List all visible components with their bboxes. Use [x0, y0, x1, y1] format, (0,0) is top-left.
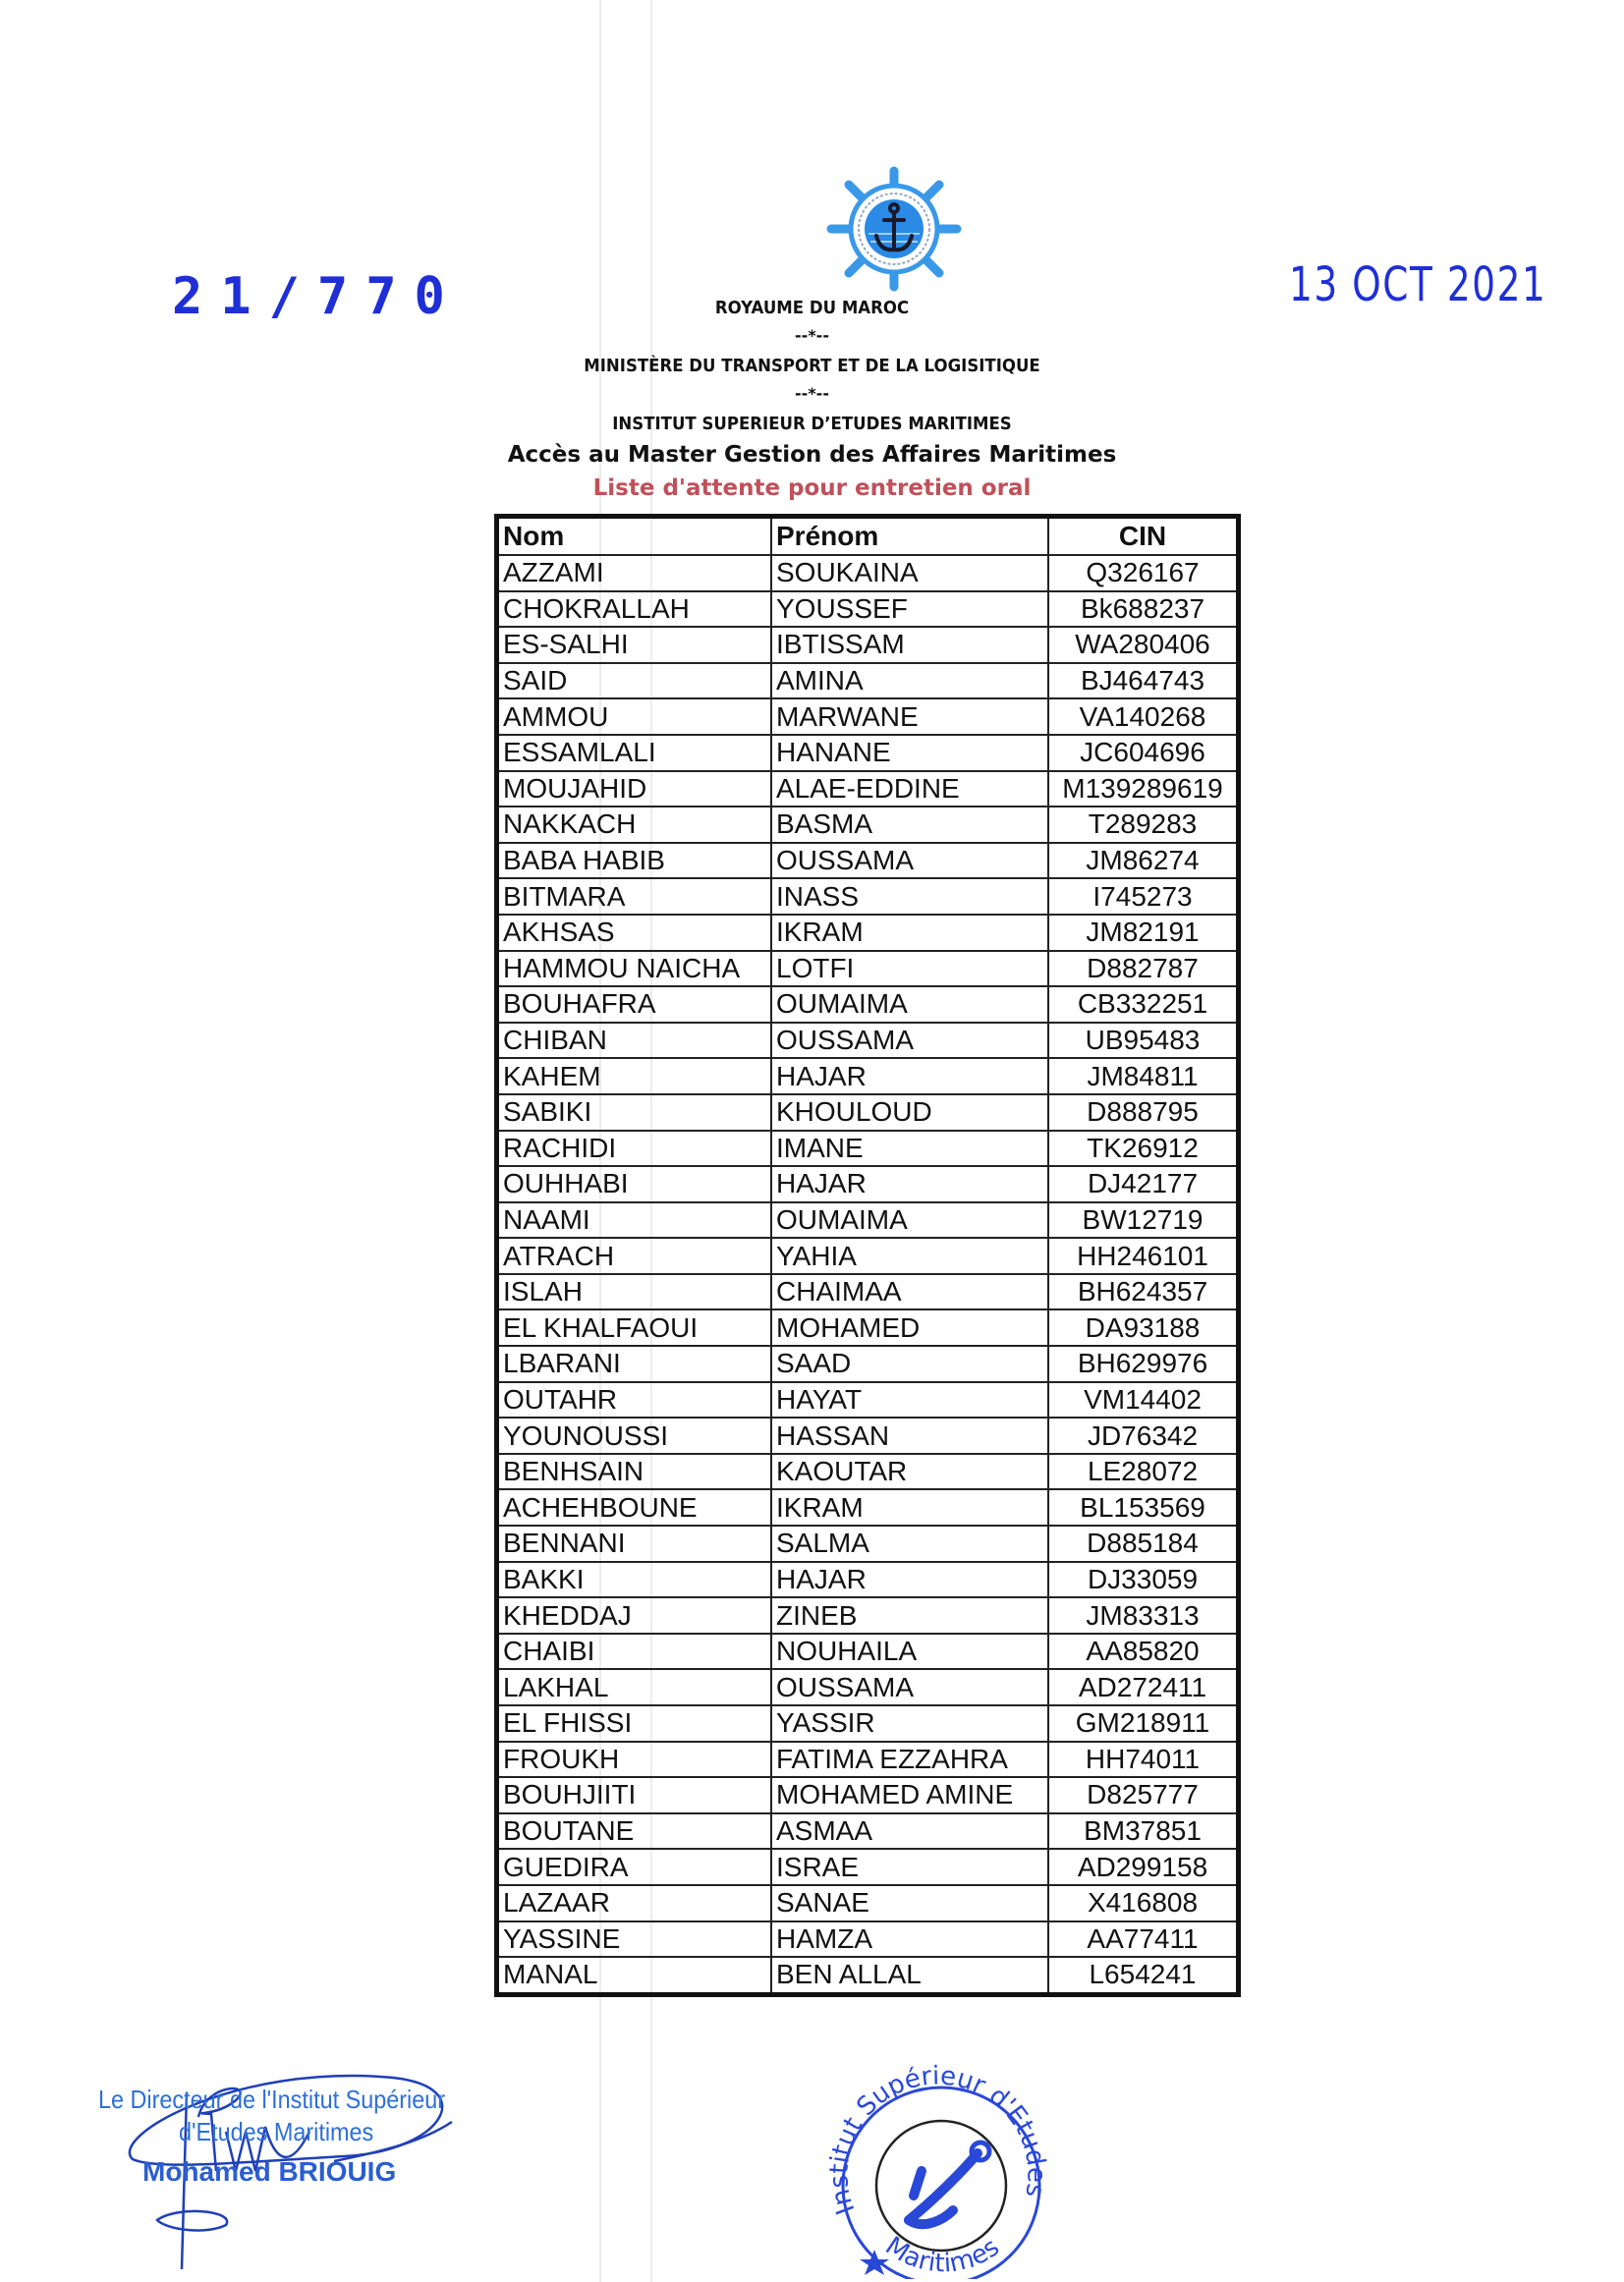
cell-prenom: INASS — [771, 878, 1048, 915]
cell-prenom: OUSSAMA — [771, 1023, 1048, 1059]
cell-cin: Q326167 — [1048, 555, 1239, 591]
cell-prenom: IBTISSAM — [771, 627, 1048, 663]
cell-nom: YASSINE — [497, 1921, 772, 1958]
cell-prenom: OUSSAMA — [771, 843, 1048, 879]
cell-nom: BAKKI — [497, 1562, 772, 1598]
cell-nom: ISLAH — [497, 1274, 772, 1310]
cell-prenom: ZINEB — [771, 1597, 1048, 1634]
institute-seal-stamp — [815, 2063, 1061, 2279]
cell-cin: BL153569 — [1048, 1489, 1239, 1526]
cell-cin: HH74011 — [1048, 1742, 1239, 1778]
cell-prenom: HAJAR — [771, 1058, 1048, 1094]
cell-nom: ATRACH — [497, 1238, 772, 1274]
table-row — [497, 627, 1239, 663]
cell-nom: ACHEHBOUNE — [497, 1489, 772, 1526]
table-row — [497, 1238, 1239, 1274]
cell-nom: YOUNOUSSI — [497, 1418, 772, 1454]
table-row — [497, 807, 1239, 843]
document-subtitle: Liste d'attente pour entretien oral — [592, 475, 1032, 501]
separator: --*-- — [795, 326, 829, 345]
table-row — [497, 1777, 1239, 1813]
cell-prenom: ISRAE — [771, 1849, 1048, 1885]
cell-nom: CHOKRALLAH — [497, 591, 772, 628]
table-row — [497, 1418, 1239, 1454]
cell-cin: T289283 — [1048, 807, 1239, 843]
cell-prenom: LOTFI — [771, 951, 1048, 987]
table-row — [497, 1705, 1239, 1742]
cell-prenom: BEN ALLAL — [771, 1957, 1048, 1994]
cell-cin: DJ42177 — [1048, 1166, 1239, 1202]
cell-cin: X416808 — [1048, 1885, 1239, 1921]
cell-prenom: ASMAA — [771, 1813, 1048, 1850]
cell-prenom: HAYAT — [771, 1382, 1048, 1419]
ship-wheel-anchor-logo — [825, 165, 963, 293]
cell-prenom: MOHAMED — [771, 1309, 1048, 1346]
waiting-list-table — [494, 514, 1241, 1997]
cell-prenom: HASSAN — [771, 1418, 1048, 1454]
cell-nom: BITMARA — [497, 878, 772, 915]
cell-prenom: BASMA — [771, 807, 1048, 843]
cell-prenom: OUSSAMA — [771, 1669, 1048, 1705]
table-row — [497, 1562, 1239, 1598]
cell-cin: GM218911 — [1048, 1705, 1239, 1742]
cell-nom: AMMOU — [497, 698, 772, 735]
table-row — [497, 1309, 1239, 1346]
cell-cin: DJ33059 — [1048, 1562, 1239, 1598]
cell-prenom: IMANE — [771, 1131, 1048, 1167]
kingdom-heading: ROYAUME DU MAROC — [714, 298, 910, 318]
cell-nom: EL FHISSI — [497, 1705, 772, 1742]
table-row — [497, 1885, 1239, 1921]
cell-cin: BH629976 — [1048, 1346, 1239, 1382]
cell-cin: TK26912 — [1048, 1131, 1239, 1167]
cell-nom: KHEDDAJ — [497, 1597, 772, 1634]
cell-prenom: IKRAM — [771, 1489, 1048, 1526]
table-row — [497, 986, 1239, 1023]
cell-nom: BOUHAFRA — [497, 986, 772, 1023]
cell-cin: JM84811 — [1048, 1058, 1239, 1094]
cell-prenom: AMINA — [771, 663, 1048, 699]
cell-nom: NAAMI — [497, 1202, 772, 1239]
cell-prenom: OUMAIMA — [771, 986, 1048, 1023]
cell-cin: LE28072 — [1048, 1454, 1239, 1490]
cell-cin: BJ464743 — [1048, 663, 1239, 699]
cell-cin: JM86274 — [1048, 843, 1239, 879]
cell-nom: BOUHJIITI — [497, 1777, 772, 1813]
cell-prenom: ALAE-EDDINE — [771, 771, 1048, 807]
signatory-title-line1: Le Directeur de l'Institut Supérieur — [98, 2085, 446, 2114]
table-row — [497, 1166, 1239, 1202]
table-row — [497, 555, 1239, 591]
signatory-name: Mohamed BRIOUIG — [142, 2156, 397, 2187]
separator: --*-- — [795, 384, 829, 403]
table-row — [497, 591, 1239, 628]
cell-nom: KAHEM — [497, 1058, 772, 1094]
cell-prenom: SOUKAINA — [771, 555, 1048, 591]
cell-cin: JM83313 — [1048, 1597, 1239, 1634]
table-row — [497, 1742, 1239, 1778]
cell-cin: JC604696 — [1048, 735, 1239, 771]
cell-nom: SABIKI — [497, 1094, 772, 1131]
column-header-cin: CIN — [1048, 517, 1239, 556]
cell-nom: CHIBAN — [497, 1023, 772, 1059]
cell-cin: BW12719 — [1048, 1202, 1239, 1239]
table-row — [497, 1489, 1239, 1526]
table-row — [497, 1274, 1239, 1310]
table-row — [497, 771, 1239, 807]
ministry-heading: MINISTÈRE DU TRANSPORT ET DE LA LOGISITIQUE — [584, 356, 1040, 376]
cell-cin: JM82191 — [1048, 915, 1239, 951]
cell-prenom: YASSIR — [771, 1705, 1048, 1742]
cell-prenom: SALMA — [771, 1526, 1048, 1562]
cell-nom: BENHSAIN — [497, 1454, 772, 1490]
cell-cin: DA93188 — [1048, 1309, 1239, 1346]
column-header-prenom: Prénom — [771, 517, 1048, 556]
cell-prenom: KAOUTAR — [771, 1454, 1048, 1490]
table-row — [497, 1202, 1239, 1239]
table-row — [497, 663, 1239, 699]
date-stamp: 13 OCT 2021 — [1289, 257, 1547, 312]
table-row — [497, 951, 1239, 987]
cell-nom: RACHIDI — [497, 1131, 772, 1167]
table-row — [497, 1849, 1239, 1885]
cell-nom: MOUJAHID — [497, 771, 772, 807]
cell-nom: LBARANI — [497, 1346, 772, 1382]
cell-nom: OUHHABI — [497, 1166, 772, 1202]
cell-prenom: SAAD — [771, 1346, 1048, 1382]
table-row — [497, 735, 1239, 771]
cell-prenom: YOUSSEF — [771, 591, 1048, 628]
seal-text-top: Institut Supérieur d'Etudes — [824, 2063, 1051, 2219]
table-row — [497, 878, 1239, 915]
cell-prenom: SANAE — [771, 1885, 1048, 1921]
cell-nom: SAID — [497, 663, 772, 699]
cell-prenom: KHOULOUD — [771, 1094, 1048, 1131]
cell-cin: UB95483 — [1048, 1023, 1239, 1059]
cell-prenom: CHAIMAA — [771, 1274, 1048, 1310]
cell-cin: M139289619 — [1048, 771, 1239, 807]
cell-cin: VM14402 — [1048, 1382, 1239, 1419]
cell-cin: WA280406 — [1048, 627, 1239, 663]
table-row — [497, 1813, 1239, 1850]
table-row — [497, 1346, 1239, 1382]
cell-nom: ES-SALHI — [497, 627, 772, 663]
column-header-nom: Nom — [497, 517, 772, 556]
cell-prenom: HAMZA — [771, 1921, 1048, 1958]
cell-nom: BENNANI — [497, 1526, 772, 1562]
cell-cin: CB332251 — [1048, 986, 1239, 1023]
cell-cin: AD272411 — [1048, 1669, 1239, 1705]
table-row — [497, 1957, 1239, 1994]
cell-cin: D825777 — [1048, 1777, 1239, 1813]
director-signature-scribble — [88, 2024, 481, 2279]
cell-cin: BM37851 — [1048, 1813, 1239, 1850]
cell-nom: LAZAAR — [497, 1885, 772, 1921]
cell-prenom: MOHAMED AMINE — [771, 1777, 1048, 1813]
cell-prenom: MARWANE — [771, 698, 1048, 735]
table-row — [497, 1526, 1239, 1562]
reference-number-stamp: 21/770 — [172, 267, 463, 326]
cell-nom: CHAIBI — [497, 1634, 772, 1670]
seal-text-bottom: Maritimes — [879, 2231, 1005, 2279]
table-row — [497, 1454, 1239, 1490]
cell-prenom: HAJAR — [771, 1166, 1048, 1202]
cell-cin: D888795 — [1048, 1094, 1239, 1131]
cell-cin: D882787 — [1048, 951, 1239, 987]
cell-prenom: FATIMA EZZAHRA — [771, 1742, 1048, 1778]
cell-nom: FROUKH — [497, 1742, 772, 1778]
cell-cin: Bk688237 — [1048, 591, 1239, 628]
document-title: Accès au Master Gestion des Affaires Maritimes — [507, 442, 1117, 468]
table-row — [497, 1634, 1239, 1670]
cell-nom: HAMMOU NAICHA — [497, 951, 772, 987]
cell-nom: BABA HABIB — [497, 843, 772, 879]
signatory-title-line2: d'Etudes Maritimes — [179, 2117, 374, 2146]
cell-prenom: NOUHAILA — [771, 1634, 1048, 1670]
cell-prenom: HANANE — [771, 735, 1048, 771]
table-header-row — [497, 517, 1239, 556]
cell-nom: BOUTANE — [497, 1813, 772, 1850]
cell-nom: GUEDIRA — [497, 1849, 772, 1885]
cell-cin: AA85820 — [1048, 1634, 1239, 1670]
institute-heading: INSTITUT SUPERIEUR D’ETUDES MARITIMES — [612, 414, 1012, 434]
table-row — [497, 1131, 1239, 1167]
cell-nom: ESSAMLALI — [497, 735, 772, 771]
cell-prenom: YAHIA — [771, 1238, 1048, 1274]
cell-cin: BH624357 — [1048, 1274, 1239, 1310]
cell-cin: HH246101 — [1048, 1238, 1239, 1274]
cell-nom: NAKKACH — [497, 807, 772, 843]
table-row — [497, 1921, 1239, 1958]
anchor-icon — [909, 2153, 978, 2224]
cell-cin: L654241 — [1048, 1957, 1239, 1994]
table-row — [497, 698, 1239, 735]
table-row — [497, 1597, 1239, 1634]
cell-cin: JD76342 — [1048, 1418, 1239, 1454]
cell-nom: EL KHALFAOUI — [497, 1309, 772, 1346]
table-row — [497, 1669, 1239, 1705]
cell-cin: D885184 — [1048, 1526, 1239, 1562]
cell-nom: MANAL — [497, 1957, 772, 1994]
cell-prenom: IKRAM — [771, 915, 1048, 951]
cell-cin: AD299158 — [1048, 1849, 1239, 1885]
cell-nom: OUTAHR — [497, 1382, 772, 1419]
cell-nom: AKHSAS — [497, 915, 772, 951]
cell-nom: LAKHAL — [497, 1669, 772, 1705]
table-row — [497, 1058, 1239, 1094]
cell-cin: I745273 — [1048, 878, 1239, 915]
cell-prenom: OUMAIMA — [771, 1202, 1048, 1239]
table-row — [497, 1094, 1239, 1131]
cell-prenom: HAJAR — [771, 1562, 1048, 1598]
table-row — [497, 843, 1239, 879]
table-row — [497, 1382, 1239, 1419]
table-row — [497, 915, 1239, 951]
table-row — [497, 1023, 1239, 1059]
cell-cin: VA140268 — [1048, 698, 1239, 735]
cell-cin: AA77411 — [1048, 1921, 1239, 1958]
cell-nom: AZZAMI — [497, 555, 772, 591]
